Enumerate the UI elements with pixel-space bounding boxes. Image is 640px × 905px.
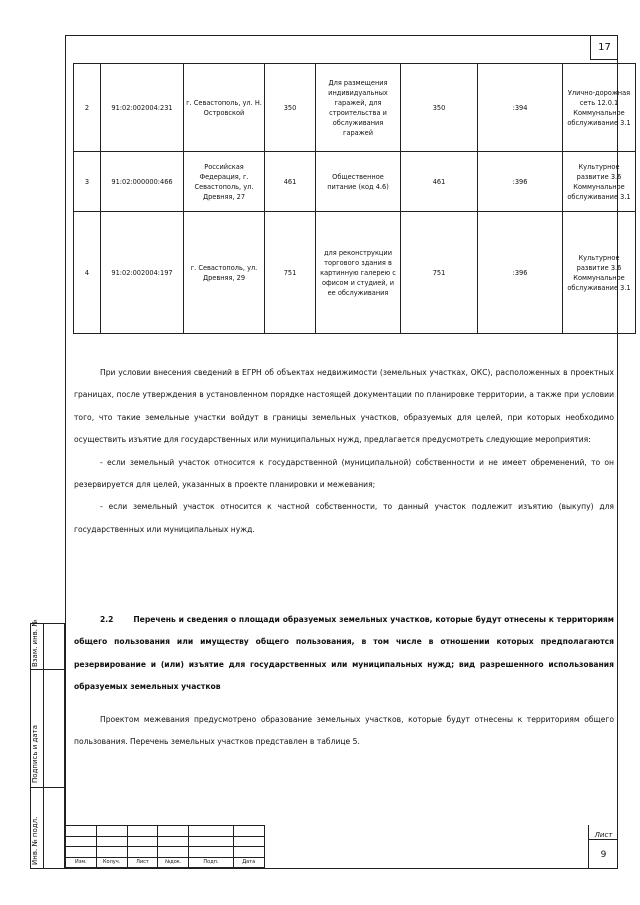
cell-cadastral: 91:02:002004:231 — [101, 64, 184, 152]
sidebar-vzam-inv: Взам. инв. № — [31, 619, 39, 667]
stamp-koluch: Колуч. — [96, 857, 127, 868]
bullet-state-property: - если земельный участок относится к государственной (муниципальной) собственности и не имеет обременений, то он резервируется для целей, указанных в проекте планировки и межевания; — [74, 457, 614, 490]
section-title: Перечень и сведения о площади образуемых земельных участков, которые будут отнесены к территориям общего пользования или имуществу общего пользования, в том числе в отношении которых предполагаются резервирование и (или) изъятие для государственных или муниципальных нужд; вид разрешенного использования образуемых земельных участков — [74, 615, 614, 692]
stamp-izm: Изм. — [66, 857, 97, 868]
sheet-number-box — [588, 825, 618, 869]
cell-vri: Культурное развитие 3.6 Коммунальное обслуживание 3.1 — [563, 152, 636, 212]
cell-purpose: для реконструкции торгового здания в картинную галерею с офисом и студией, и ее обслуживания — [316, 212, 401, 334]
table-row — [74, 152, 636, 212]
cell-code: :396 — [478, 152, 563, 212]
cell-cadastral: 91:02:002004:197 — [101, 212, 184, 334]
bullet-private-property: - если земельный участок относится к частной собственности, то данный участок подлежит изъятию (выкупу) для государственных или муниципальных нужд. — [74, 502, 614, 534]
cell-address: г. Севастополь, ул. Древняя, 29 — [184, 212, 265, 334]
cell-address: г. Севастополь, ул. Н. Островской — [184, 64, 265, 152]
stamp-data: Дата — [233, 857, 264, 868]
sidebar-podpis-data: Подпись и дата — [31, 725, 39, 783]
cell-num: 4 — [74, 212, 101, 334]
land-plots-table — [73, 63, 636, 334]
cell-num: 2 — [74, 64, 101, 152]
stamp-list: Лист — [127, 857, 158, 868]
cell-area2: 350 — [401, 64, 478, 152]
body-text-2 — [74, 709, 614, 754]
cell-vri: Культурное развитие 3.6 Коммунальное обслуживание 3.1 — [563, 212, 636, 334]
cell-code: :394 — [478, 64, 563, 152]
stamp-ndok: №док. — [158, 857, 189, 868]
paragraph-conditions: При условии внесения сведений в ЕГРН об объектах недвижимости (земельных участках, ОКС), расположенных в проектных границах, после утверждения в установленном порядке настоящей документации по планировке территории, а также при условии того, что такие земельные участки войдут в границы земельных участков, образуемых для целей, при которых необходимо осуществить изъятие для государственных или муниципальных нужд, предлагается предусмотреть следующие мероприятия: — [74, 368, 614, 445]
sidebar-inv-podl: Инв. № подл. — [31, 816, 39, 865]
bottom-stamp — [65, 825, 618, 869]
page-number-top: 17 — [590, 35, 618, 60]
stamp-podp: Подп. — [189, 857, 234, 868]
cell-vri: Улично-дорожная сеть 12.0.1 Коммунальное обслуживание 3.1 — [563, 64, 636, 152]
cell-num: 3 — [74, 152, 101, 212]
paragraph-table-reference: Проектом межевания предусмотрено образование земельных участков, которые будут отнесены к территориям общего пользования. Перечень земельных участков представлен в таблице 5. — [74, 715, 614, 747]
table-row — [74, 64, 636, 152]
cell-cadastral: 91:02:000000:466 — [101, 152, 184, 212]
cell-area: 461 — [265, 152, 316, 212]
cell-purpose: Общественное питание (код 4.6) — [316, 152, 401, 212]
sheet-label: Лист — [589, 825, 618, 840]
cell-area2: 461 — [401, 152, 478, 212]
table-row — [74, 212, 636, 334]
sheet-number: 9 — [600, 849, 607, 860]
cell-purpose: Для размещения индивидуальных гаражей, для строительства и обслуживания гаражей — [316, 64, 401, 152]
cell-area: 350 — [265, 64, 316, 152]
sidebar-stamp — [30, 619, 65, 869]
cell-code: :396 — [478, 212, 563, 334]
cell-area2: 751 — [401, 212, 478, 334]
body-text — [74, 362, 614, 541]
section-heading — [74, 609, 614, 699]
cell-area: 751 — [265, 212, 316, 334]
section-number: 2.2 — [100, 615, 114, 624]
cell-address: Российская Федерация, г. Севастополь, ул. Древняя, 27 — [184, 152, 265, 212]
